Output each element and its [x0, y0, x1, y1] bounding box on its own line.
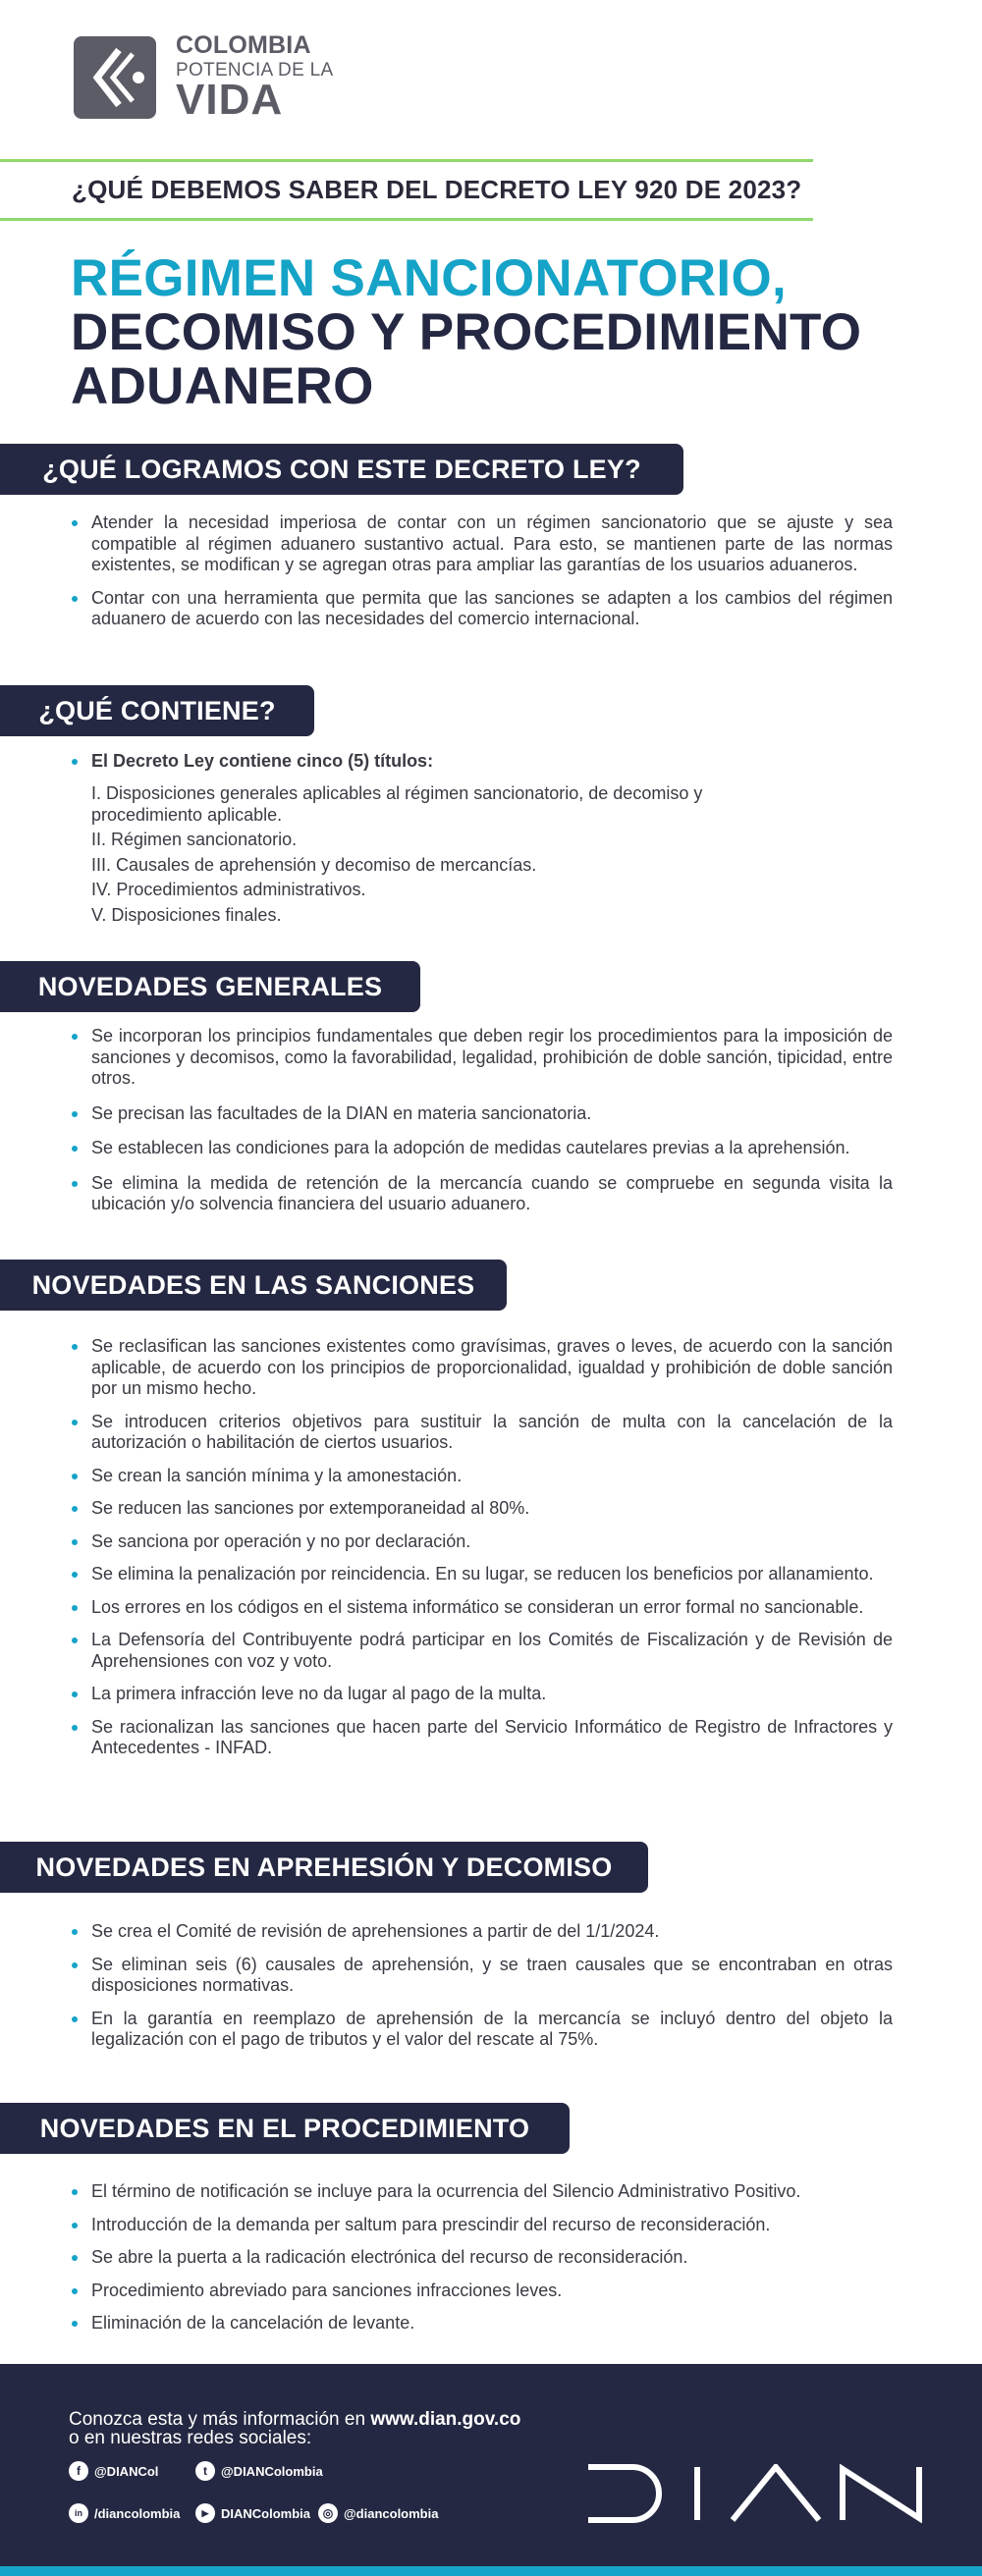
colombia-logo: [74, 31, 334, 124]
green-divider-bottom: [0, 218, 813, 221]
logo-wordmark: [176, 33, 333, 122]
footer-info-prefix: Conozca esta y más información en: [69, 2409, 371, 2430]
social-handle: /diancolombia: [94, 2505, 181, 2521]
list-item: Se elimina la medida de retención de la mercancía cuando se compruebe en segunda visita la ubicación y/o solvencia financiera del usuario aduanero.: [72, 1173, 893, 1215]
list-item: La primera infracción leve no da lugar al pago de la multa.: [72, 1684, 893, 1705]
social-twitter[interactable]: [195, 2461, 323, 2481]
list-item: Contar con una herramienta que permita que las sanciones se adapten a los cambios del régimen aduanero de acuerdo con las necesidades del comercio internacional.: [72, 588, 893, 630]
list-item: Se incorporan los principios fundamentales que deben regir los procedimientos para la imposición de sanciones y decomisos, como la favorabilidad, legalidad, prohibición de doble sanción, tipicidad, entre otros.: [72, 1026, 893, 1090]
section-header-contiene: ¿QUÉ CONTIENE?: [0, 685, 314, 736]
titulo-item: III. Causales de aprehensión y decomiso de mercancías.: [91, 854, 537, 875]
list-item: Introducción de la demanda per saltum para prescindir del recurso de reconsideración.: [72, 2215, 893, 2236]
social-handle: DIANColombia: [221, 2505, 310, 2521]
social-facebook[interactable]: [69, 2461, 158, 2481]
list-item: Atender la necesidad imperiosa de contar con un régimen sancionatorio que se ajuste y sea compatible al régimen aduanero sustantivo actual. Para esto, se mantienen parte de las normas existentes, se modifican y se agregan otras para ampliar las garantías de los usuarios aduaneros.: [72, 512, 893, 576]
linkedin-icon: in: [69, 2503, 88, 2523]
list-item: El término de notificación se incluye para la ocurrencia del Silencio Administrativo Positivo.: [72, 2181, 893, 2203]
page-title: [71, 251, 861, 413]
procedimiento-list: [72, 2181, 893, 2334]
youtube-icon: ▶: [195, 2503, 215, 2523]
social-youtube[interactable]: [195, 2503, 310, 2523]
social-handle: @DIANColombia: [221, 2463, 323, 2479]
green-divider-top: [0, 159, 813, 162]
list-item: En la garantía en reemplazo de aprehensión de la mercancía se incluyó dentro del objeto la legalización con el pago de tributos y el valor del rescate al 75%.: [72, 2009, 893, 2051]
list-item: Se establecen las condiciones para la adopción de medidas cautelares previas a la aprehensión.: [72, 1138, 893, 1159]
twitter-icon: t: [195, 2461, 215, 2481]
list-item: Los errores en los códigos en el sistema informático se consideran un error formal no sancionable.: [72, 1597, 893, 1619]
list-item: Se eliminan seis (6) causales de aprehensión, y se traen causales que se encontraban en otras disposiciones normativas.: [72, 1955, 893, 1997]
section-header-sanciones: NOVEDADES EN LAS SANCIONES: [0, 1260, 507, 1311]
page-question: ¿QUÉ DEBEMOS SABER DEL DECRETO LEY 920 DE 2023?: [72, 175, 802, 204]
list-item: Se crea el Comité de revisión de aprehensiones a partir de del 1/1/2024.: [72, 1921, 893, 1943]
title-line-2: DECOMISO Y PROCEDIMIENTO: [71, 303, 862, 361]
section-header-procedimiento: NOVEDADES EN EL PROCEDIMIENTO: [0, 2103, 570, 2154]
generales-list: [72, 1026, 893, 1215]
list-item: Se crean la sanción mínima y la amonestación.: [72, 1466, 893, 1487]
list-item: Se precisan las facultades de la DIAN en materia sancionatoria.: [72, 1103, 893, 1125]
section-header-generales: NOVEDADES GENERALES: [0, 961, 420, 1012]
logo-line-2: POTENCIA DE LA: [176, 60, 334, 80]
titulo-item: I. Disposiciones generales aplicables al régimen sancionatorio, de decomiso y procedimiento aplicable.: [91, 783, 703, 825]
contiene-lead-list: [72, 751, 893, 773]
list-item-lead: El Decreto Ley contiene cinco (5) títulos:: [72, 751, 893, 773]
logo-line-3: VIDA: [176, 76, 284, 124]
logo-line-1: COLOMBIA: [176, 31, 311, 59]
footer-info: [69, 2410, 520, 2447]
list-item: Eliminación de la cancelación de levante.: [72, 2313, 893, 2334]
list-item: Se reducen las sanciones por extemporaneidad al 80%.: [72, 1498, 893, 1520]
social-handle: @DIANCol: [94, 2463, 159, 2479]
titulo-item: IV. Procedimientos administrativos.: [91, 880, 366, 899]
section-header-logros: ¿QUÉ LOGRAMOS CON ESTE DECRETO LEY?: [0, 444, 683, 495]
footer-website-link[interactable]: www.dian.gov.co: [370, 2409, 521, 2430]
facebook-icon: f: [69, 2461, 88, 2481]
colombia-logo-icon: [74, 36, 156, 119]
list-item: Se racionalizan las sanciones que hacen parte del Servicio Informático de Registro de Infractores y Antecedentes - INFAD.: [72, 1717, 893, 1759]
social-instagram[interactable]: [318, 2503, 438, 2523]
list-item: Se introducen criterios objetivos para sustituir la sanción de multa con la cancelación de la autorización o habilitación de ciertos usuarios.: [72, 1412, 893, 1454]
aprehension-list: [72, 1921, 893, 2051]
footer-accent-bar: [0, 2566, 982, 2576]
sanciones-list: [72, 1336, 893, 1759]
list-item: La Defensoría del Contribuyente podrá participar en los Comités de Fiscalización y de Revisión de Aprehensiones con voz y voto.: [72, 1630, 893, 1672]
titulos-list: [91, 783, 798, 930]
list-item: Se elimina la penalización por reincidencia. En su lugar, se reducen los beneficios por allanamiento.: [72, 1564, 893, 1585]
social-handle: @diancolombia: [344, 2505, 439, 2521]
list-item: Procedimiento abreviado para sanciones infracciones leves.: [72, 2281, 893, 2302]
footer-info-line2: o en nuestras redes sociales:: [69, 2428, 312, 2448]
list-item: Se sanciona por operación y no por declaración.: [72, 1531, 893, 1553]
dian-logo: [585, 2464, 925, 2523]
logros-list: [72, 512, 893, 630]
title-line-1: RÉGIMEN SANCIONATORIO,: [71, 249, 788, 307]
section-header-aprehension: NOVEDADES EN APREHESIÓN Y DECOMISO: [0, 1842, 648, 1893]
titulo-item: II. Régimen sancionatorio.: [91, 830, 298, 849]
titulo-item: V. Disposiciones finales.: [91, 904, 282, 925]
list-item: Se reclasifican las sanciones existentes como gravísimas, graves o leves, de acuerdo con la sanción aplicable, de acuerdo con los principios de proporcionalidad, igualdad y prohibición de doble sanción por un mismo hecho.: [72, 1336, 893, 1400]
list-item: Se abre la puerta a la radicación electrónica del recurso de reconsideración.: [72, 2247, 893, 2269]
title-line-3: ADUANERO: [71, 357, 374, 415]
instagram-icon: ◎: [318, 2503, 338, 2523]
social-linkedin[interactable]: [69, 2503, 180, 2523]
